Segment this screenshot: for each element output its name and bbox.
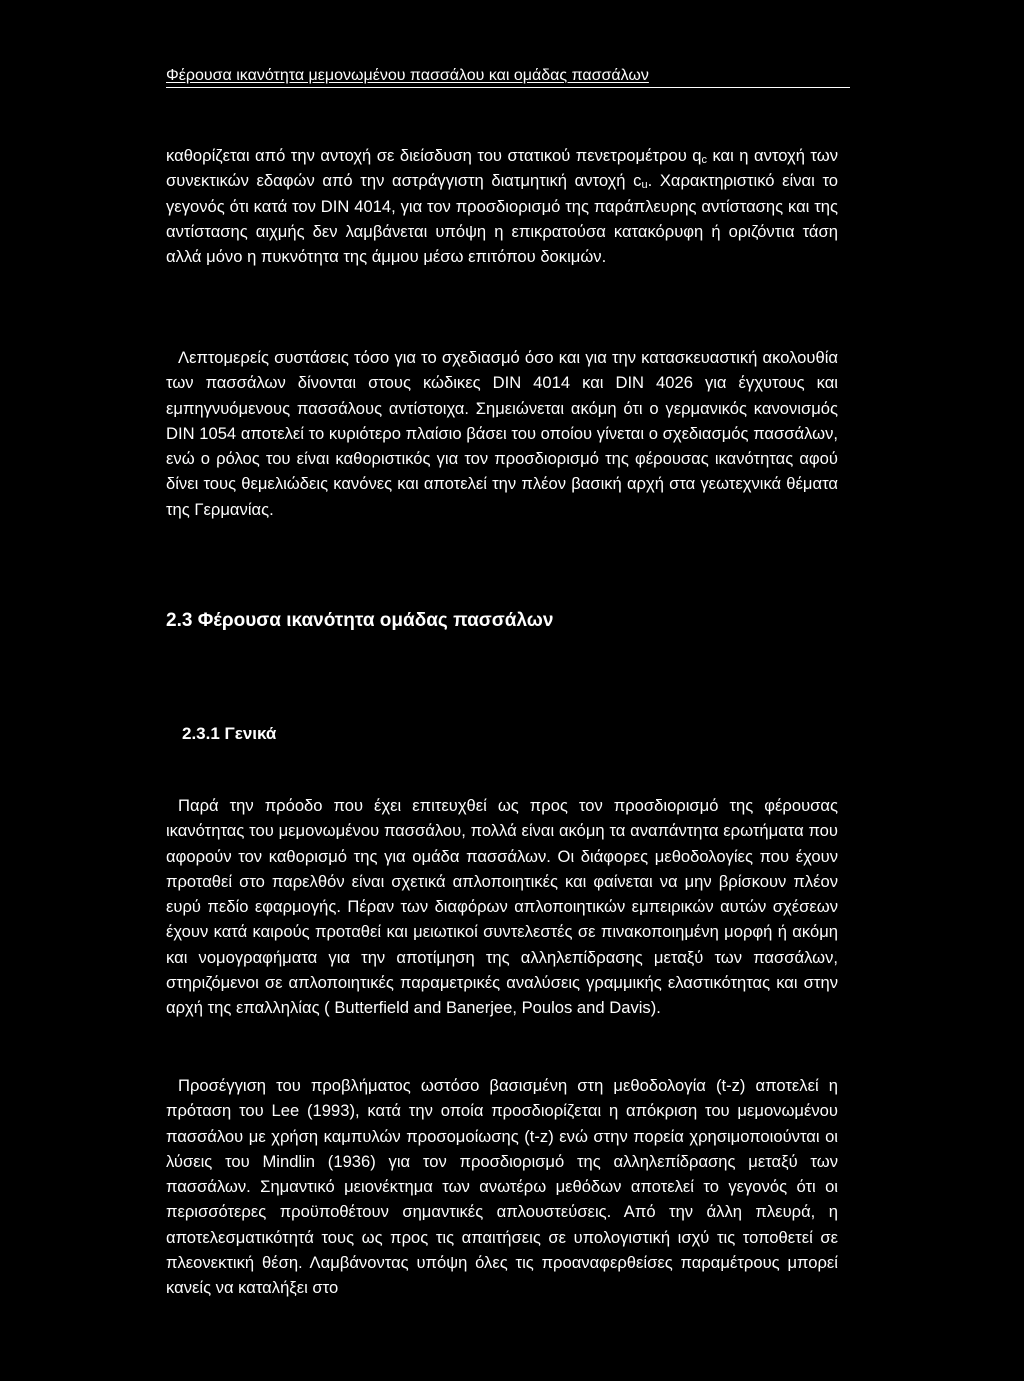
paragraph-1-text-b: και η αντοχή των συνεκτικών εδαφών από την αστράγγιστη διατμητική αντοχή c — [166, 146, 838, 191]
subscript-c: c — [701, 154, 707, 166]
paragraph-3: Παρά την πρόοδο που έχει επιτευχθεί ως προς τον προσδιορισμό της φέρουσας ικανότητας του μεμονωμένου πασσάλου, πολλά είναι ακόμη τα αναπάντητα ερωτήματα που αφορούν τον καθορισμό της για ομάδα πασσάλων. Οι διάφορες μεθοδολογίες που έχουν προταθεί στο παρελθόν είναι σχετικά απλοποιητικές και φαίνεται να μην βρίσκουν πλέον ευρύ πεδίο εφαρμογής. Πέραν των διαφόρων απλοποιητικών εμπειρικών αυτών σχέσεων έχουν κατά καιρούς προταθεί και μειωτικοί συντελεστές σε πινακοποιημένη μορφή ή ακόμη και νομογραφήματα για την αποτίμηση της αλληλεπίδρασης μεταξύ των πασσάλων, στηριζόμενοι σε απλοποιητικές παραμετρικές αναλύσεις γραμμικής ελαστικότητας και στην αρχή της επαλληλίας ( Butterfield and Banerjee, Poulos and Davis). — [166, 796, 838, 1018]
subscript-u: u — [641, 179, 648, 192]
running-header — [166, 66, 850, 88]
paragraph-1-text-c: . Χαρακτηριστικό είναι το γεγονός ότι κατά τον DIN 4014, για τον προσδιορισμό της παράπλευρης αντίστασης και της αντίστασης αιχμής δεν λαμβάνεται υπόψη η επικρατούσα κατακόρυφη ή οριζόντια τάση αλλά μόνο η πυκνότητα της άμμου μέσω επιτόπου δοκιμών. — [166, 171, 839, 267]
paragraph-1 — [166, 143, 838, 269]
subsection-heading: 2.3.1 Γενικά — [182, 724, 277, 743]
paragraph-2: Λεπτομερείς συστάσεις τόσο για το σχεδιασμό όσο και για την κατασκευαστική ακολουθία των πασσάλων δίνονται στους κώδικες DIN 4014 και DIN 4026 για έγχυτους και εμπηγνυόμενους πασσάλους αντίστοιχα. Σημειώνεται ακόμη ότι ο γερμανικός κανονισμός DIN 1054 αποτελεί το κυριότερο πλαίσιο βάσει του οποίου γίνεται ο σχεδιασμός πασσάλων, ενώ ο ρόλος του είναι καθοριστικός για τον προσδιορισμό της φέρουσας ικανότητας αφού δίνει τους θεμελιώδεις κανόνες και αποτελεί την πλέον βασική αρχή στα γεωτεχνικά θέματα της Γερμανίας. — [166, 348, 838, 519]
paragraph-4: Προσέγγιση του προβλήματος ωστόσο βασισμένη στη μεθοδολογία (t-z) αποτελεί η πρόταση του Lee (1993), κατά την οποία προσδιορίζεται η απόκριση του μεμονωμένου πασσάλου με χρήση καμπυλών προσομοίωσης (t-z) ενώ στην πορεία χρησιμοποιούνται οι λύσεις του Mindlin (1936) για τον προσδιορισμό της αλληλεπίδρασης μεταξύ των πασσάλων. Σημαντικό μειονέκτημα των ανωτέρω μεθόδων αποτελεί το γεγονός ότι οι περισσότερες προϋποθέτουν σημαντικές απλουστεύσεις. Από την άλλη πλευρά, η αποτελεσματικότητά τους ως προς τις απαιτήσεις σε υπολογιστική ισχύ τις τοποθετεί σε πλεονεκτική θέση. Λαμβάνοντας υπόψη όλες τις προαναφερθείσες παραμέτρους μπορεί κανείς να καταλήξει στο — [166, 1076, 838, 1298]
section-heading: 2.3 Φέρουσα ικανότητα ομάδας πασσάλων — [166, 610, 554, 631]
running-header-title: Φέρουσα ικανότητα μεμονωμένου πασσάλου και ομάδας πασσάλων — [166, 67, 649, 84]
paragraph-1-text-a: καθορίζεται από την αντοχή σε διείσδυση του στατικού πενετρομέτρου q — [166, 146, 702, 165]
